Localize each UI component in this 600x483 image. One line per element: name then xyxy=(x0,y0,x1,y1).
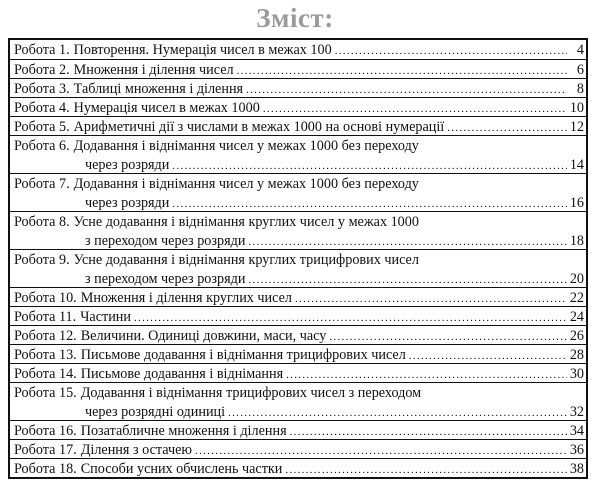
toc-entry-title: Таблиці множення і ділення xyxy=(73,80,244,97)
toc-entry-title: Додавання і віднімання трицифрових чисел з переходом xyxy=(80,384,422,401)
toc-entry[interactable] xyxy=(10,382,586,420)
toc-entry-title: Усне додавання і віднімання круглих трицифрових чисел xyxy=(73,251,419,268)
toc-entry-title: Письмове додавання і віднімання xyxy=(80,365,284,382)
toc-dot-leader xyxy=(246,81,567,99)
toc-entry-first-line xyxy=(14,365,584,384)
toc-entry-number: Робота 1. xyxy=(14,41,70,58)
toc-entry-first-line xyxy=(14,99,584,118)
toc-entry[interactable] xyxy=(10,439,586,458)
toc-entry-number: Робота 12. xyxy=(14,327,77,344)
toc-entry-number: Робота 3. xyxy=(14,80,70,97)
toc-dot-leader xyxy=(285,461,566,479)
toc-entry[interactable] xyxy=(10,325,586,344)
toc-entry-title: Позатабличне множення і ділення xyxy=(80,422,287,439)
toc-dot-leader xyxy=(248,271,566,289)
toc-entry-page-number: 12 xyxy=(569,118,584,135)
toc-entry-title: Нумерація чисел в межах 1000 xyxy=(73,99,260,116)
toc-entry-number: Робота 5. xyxy=(14,118,70,135)
toc-entry-page-number: 22 xyxy=(569,289,584,306)
toc-entry-title: Додавання і віднімання чисел у межах 1000 без переходу xyxy=(73,175,419,192)
toc-entry[interactable] xyxy=(10,40,586,59)
toc-entry-page-number: 16 xyxy=(569,194,584,211)
toc-entry-page-number: 34 xyxy=(569,422,584,439)
toc-entry-title: через розрядні одиниці xyxy=(85,403,226,420)
toc-dot-leader xyxy=(172,157,566,175)
toc-entry[interactable] xyxy=(10,78,586,97)
toc-entry-first-line xyxy=(14,137,584,155)
toc-entry-title: через розряди xyxy=(85,194,170,211)
toc-dot-leader xyxy=(134,309,567,327)
toc-entry[interactable] xyxy=(10,135,586,173)
toc-entry-first-line xyxy=(14,41,584,60)
toc-entry-page-number: 32 xyxy=(569,403,584,420)
toc-entry-page-number: 4 xyxy=(576,41,584,58)
toc-entry-title: Множення і ділення круглих чисел xyxy=(80,289,292,306)
toc-dot-leader xyxy=(237,62,567,80)
toc-dot-leader xyxy=(195,442,567,460)
toc-entry-page-number: 38 xyxy=(569,460,584,477)
toc-entry-page-number: 6 xyxy=(576,61,584,78)
toc-entry-title: Способи усних обчислень частки xyxy=(80,460,283,477)
toc-entry-continuation-line xyxy=(14,270,584,289)
toc-entry-page-number: 20 xyxy=(569,270,584,287)
toc-entry-first-line xyxy=(14,460,584,479)
table-of-contents xyxy=(8,38,588,479)
toc-entry-first-line xyxy=(14,175,584,193)
toc-entry-number: Робота 15. xyxy=(14,384,77,401)
toc-entry-number: Робота 18. xyxy=(14,460,77,477)
toc-entry-first-line xyxy=(14,118,584,137)
toc-entry[interactable] xyxy=(10,287,586,306)
toc-entry-page-number: 10 xyxy=(569,99,584,116)
toc-entry-title: Величини. Одиниці довжини, маси, часу xyxy=(80,327,327,344)
toc-entry-title: Арифметичні дії з числами в межах 1000 на основі нумерації xyxy=(73,118,445,135)
toc-entry-number: Робота 2. xyxy=(14,61,70,78)
toc-entry-continuation-line xyxy=(14,403,584,422)
toc-entry-first-line xyxy=(14,61,584,80)
toc-entry-number: Робота 14. xyxy=(14,365,77,382)
toc-entry-first-line xyxy=(14,422,584,441)
toc-entry-number: Робота 4. xyxy=(14,99,70,116)
toc-dot-leader xyxy=(263,100,567,118)
toc-entry-first-line xyxy=(14,327,584,346)
toc-entry-number: Робота 10. xyxy=(14,289,77,306)
toc-entry[interactable] xyxy=(10,59,586,78)
toc-entry-number: Робота 8. xyxy=(14,213,70,230)
toc-entry[interactable] xyxy=(10,97,586,116)
toc-entry[interactable] xyxy=(10,458,586,477)
toc-entry-page-number: 28 xyxy=(569,346,584,363)
toc-entry-first-line xyxy=(14,441,584,460)
toc-entry-title: Множення і ділення чисел xyxy=(73,61,234,78)
toc-dot-leader xyxy=(172,195,566,213)
toc-entry-number: Робота 13. xyxy=(14,346,77,363)
toc-entry[interactable] xyxy=(10,306,586,325)
toc-entry-title: Додавання і віднімання чисел у межах 1000 без переходу xyxy=(73,137,419,154)
toc-entry-title: через розряди xyxy=(85,156,170,173)
toc-entry[interactable] xyxy=(10,173,586,211)
toc-dot-leader xyxy=(335,42,567,60)
toc-dot-leader xyxy=(409,347,567,365)
toc-entry-first-line xyxy=(14,213,584,231)
toc-entry-number: Робота 9. xyxy=(14,251,70,268)
toc-entry-page-number: 8 xyxy=(576,80,584,97)
toc-entry-first-line xyxy=(14,308,584,327)
toc-entry-first-line xyxy=(14,289,584,308)
toc-dot-leader xyxy=(295,290,567,308)
toc-dot-leader xyxy=(228,404,567,422)
toc-entry[interactable] xyxy=(10,249,586,287)
toc-dot-leader xyxy=(286,366,567,384)
toc-entry-number: Робота 16. xyxy=(14,422,77,439)
toc-dot-leader xyxy=(290,423,567,441)
toc-entry-continuation-line xyxy=(14,194,584,213)
toc-entry-continuation-line xyxy=(14,156,584,175)
toc-entry-title: з переходом через розряди xyxy=(85,232,246,249)
toc-entry-continuation-line xyxy=(14,232,584,251)
toc-entry-number: Робота 6. xyxy=(14,137,70,154)
toc-entry-first-line xyxy=(14,251,584,269)
toc-entry-page-number: 26 xyxy=(569,327,584,344)
toc-entry-title: Повторення. Нумерація чисел в межах 100 xyxy=(73,41,332,58)
toc-dot-leader xyxy=(329,328,566,346)
toc-entry-title: з переходом через розряди xyxy=(85,270,246,287)
toc-entry-number: Робота 7. xyxy=(14,175,70,192)
toc-entry[interactable] xyxy=(10,116,586,135)
toc-entry[interactable] xyxy=(10,344,586,363)
toc-entry-first-line xyxy=(14,346,584,365)
toc-entry-title: Письмове додавання і віднімання трицифрових чисел xyxy=(80,346,406,363)
toc-entry-number: Робота 11. xyxy=(14,308,77,325)
toc-entry-first-line xyxy=(14,384,584,402)
toc-entry[interactable] xyxy=(10,363,586,382)
toc-entry[interactable] xyxy=(10,211,586,249)
toc-entry-title: Частини xyxy=(80,308,131,325)
toc-entry-page-number: 18 xyxy=(569,232,584,249)
toc-dot-leader xyxy=(447,119,567,137)
toc-entry-title: Ділення з остачею xyxy=(80,441,193,458)
toc-entry-page-number: 36 xyxy=(569,441,584,458)
toc-entry-number: Робота 17. xyxy=(14,441,77,458)
toc-dot-leader xyxy=(248,233,566,251)
toc-entry[interactable] xyxy=(10,420,586,439)
toc-entry-first-line xyxy=(14,80,584,99)
toc-entry-page-number: 24 xyxy=(569,308,584,325)
page-title: Зміст: xyxy=(256,3,334,33)
toc-entry-page-number: 30 xyxy=(569,365,584,382)
toc-entry-title: Усне додавання і віднімання круглих чисел у межах 1000 xyxy=(73,213,419,230)
toc-entry-page-number: 14 xyxy=(569,156,584,173)
